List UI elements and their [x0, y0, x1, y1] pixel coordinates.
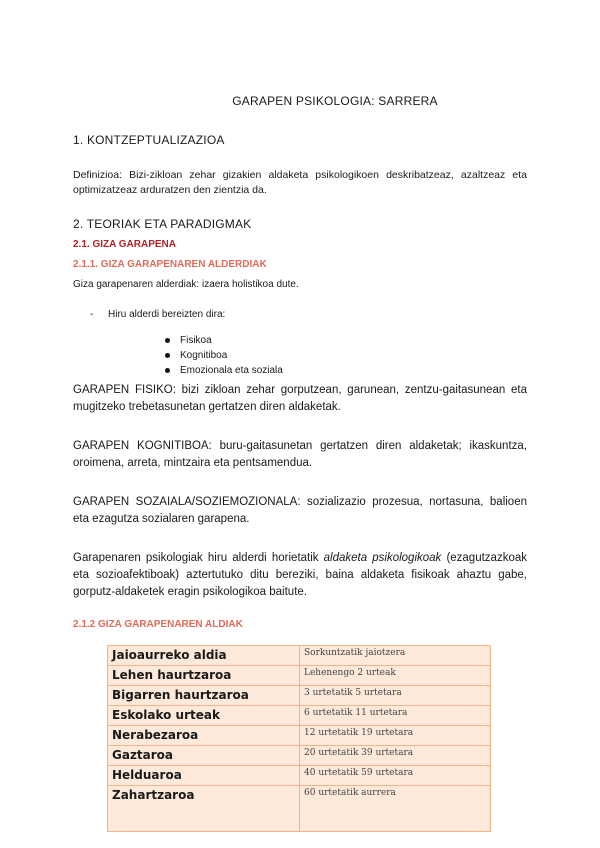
table-row — [108, 746, 491, 766]
stage-name: Jaioaurreko aldia — [108, 646, 300, 666]
list-item — [163, 363, 283, 378]
stage-age: 12 urtetatik 19 urtetara — [300, 726, 491, 746]
stage-age: Lehenengo 2 urteak — [300, 666, 491, 686]
stage-name: Zahartzaroa — [108, 786, 300, 832]
stage-age: 3 urtetatik 5 urtetara — [300, 686, 491, 706]
table-row — [108, 646, 491, 666]
section-heading-kontzeptualizazioa: 1. KONTZEPTUALIZAZIOA — [73, 133, 225, 147]
paragraph-garapen-soziala: GARAPEN SOZAIALA/SOZIEMOZIONALA: sozializazio prozesua, nortasuna, balioen eta ezagutza sozialaren garapena. — [73, 496, 527, 525]
bullet-text: Fisikoa — [180, 335, 212, 346]
dash-marker: - — [90, 309, 94, 320]
bullet-text: Emozionala eta soziala — [180, 365, 283, 376]
paragraph-text-italic: aldaketa psikologikoak — [323, 552, 442, 564]
subheading-giza-garapena: 2.1. GIZA GARAPENA — [73, 239, 176, 250]
paragraph-garapen-fisiko: GARAPEN FISIKO: bizi zikloan zehar gorputzean, garunean, zentzu-gaitasunean eta mugitzeko trebetasunetan gertatzen diren aldaketak. — [73, 384, 527, 413]
table-row — [108, 726, 491, 746]
page-title: GARAPEN PSIKOLOGIA: SARRERA — [232, 94, 438, 108]
bullet-dot-icon — [165, 338, 170, 343]
stage-name: Bigarren haurtzaroa — [108, 686, 300, 706]
table-row — [108, 686, 491, 706]
paragraph-garapen-kognitiboa: GARAPEN KOGNITIBOA: buru-gaitasunetan gertatzen diren aldaketak; ikaskuntza, oroimena, arreta, mintzaira eta pentsamendua. — [73, 440, 527, 469]
stage-age: 60 urtetatik aurrera — [300, 786, 491, 832]
alderdiak-bullet-list — [163, 333, 283, 378]
paragraph-text-after: (ezagutzazkoak eta sozioafektiboak) aztertutuko ditu bereziki, baina aldaketa fisikoak ahaztu gabe, gorputz-aldaketek eragin psikologikoa baitute. — [73, 552, 527, 598]
stage-name: Eskolako urteak — [108, 706, 300, 726]
paragraph-text-before: Garapenaren psikologiak hiru alderdi horietatik — [73, 552, 324, 564]
dash-item-text: Hiru alderdi bereizten dira: — [108, 309, 226, 320]
stage-name: Nerabezaroa — [108, 726, 300, 746]
table-row — [108, 666, 491, 686]
section-heading-teoriak: 2. TEORIAK ETA PARADIGMAK — [73, 217, 252, 231]
list-item — [163, 348, 283, 363]
table-row — [108, 766, 491, 786]
stage-age: 20 urtetatik 39 urtetara — [300, 746, 491, 766]
subheading-aldiak: 2.1.2 GIZA GARAPENAREN ALDIAK — [73, 619, 243, 630]
list-item — [163, 333, 283, 348]
stage-age: 6 urtetatik 11 urtetara — [300, 706, 491, 726]
table-row — [108, 786, 491, 832]
table-row — [108, 706, 491, 726]
bullet-text: Kognitiboa — [180, 350, 228, 361]
stage-age: 40 urtetatik 59 urtetara — [300, 766, 491, 786]
paragraph-garapen-psikologia — [73, 550, 527, 601]
stage-age: Sorkuntzatik jaiotzera — [300, 646, 491, 666]
dash-list-item — [90, 309, 225, 320]
stage-name: Lehen haurtzaroa — [108, 666, 300, 686]
subheading-alderdiak: 2.1.1. GIZA GARAPENAREN ALDERDIAK — [73, 259, 267, 270]
bullet-dot-icon — [165, 368, 170, 373]
bullet-dot-icon — [165, 353, 170, 358]
alderdiak-intro: Giza garapenaren alderdiak: izaera holistikoa dute. — [73, 279, 299, 290]
definition-paragraph: Definizioa: Bizi-zikloan zehar gizakien aldaketa psikologikoen deskribatzeaz, azaltzeaz eta optimizatzeaz arduratzen den zientzia da. — [73, 169, 527, 196]
development-stages-table — [107, 645, 491, 832]
stage-name: Gaztaroa — [108, 746, 300, 766]
stage-name: Helduaroa — [108, 766, 300, 786]
